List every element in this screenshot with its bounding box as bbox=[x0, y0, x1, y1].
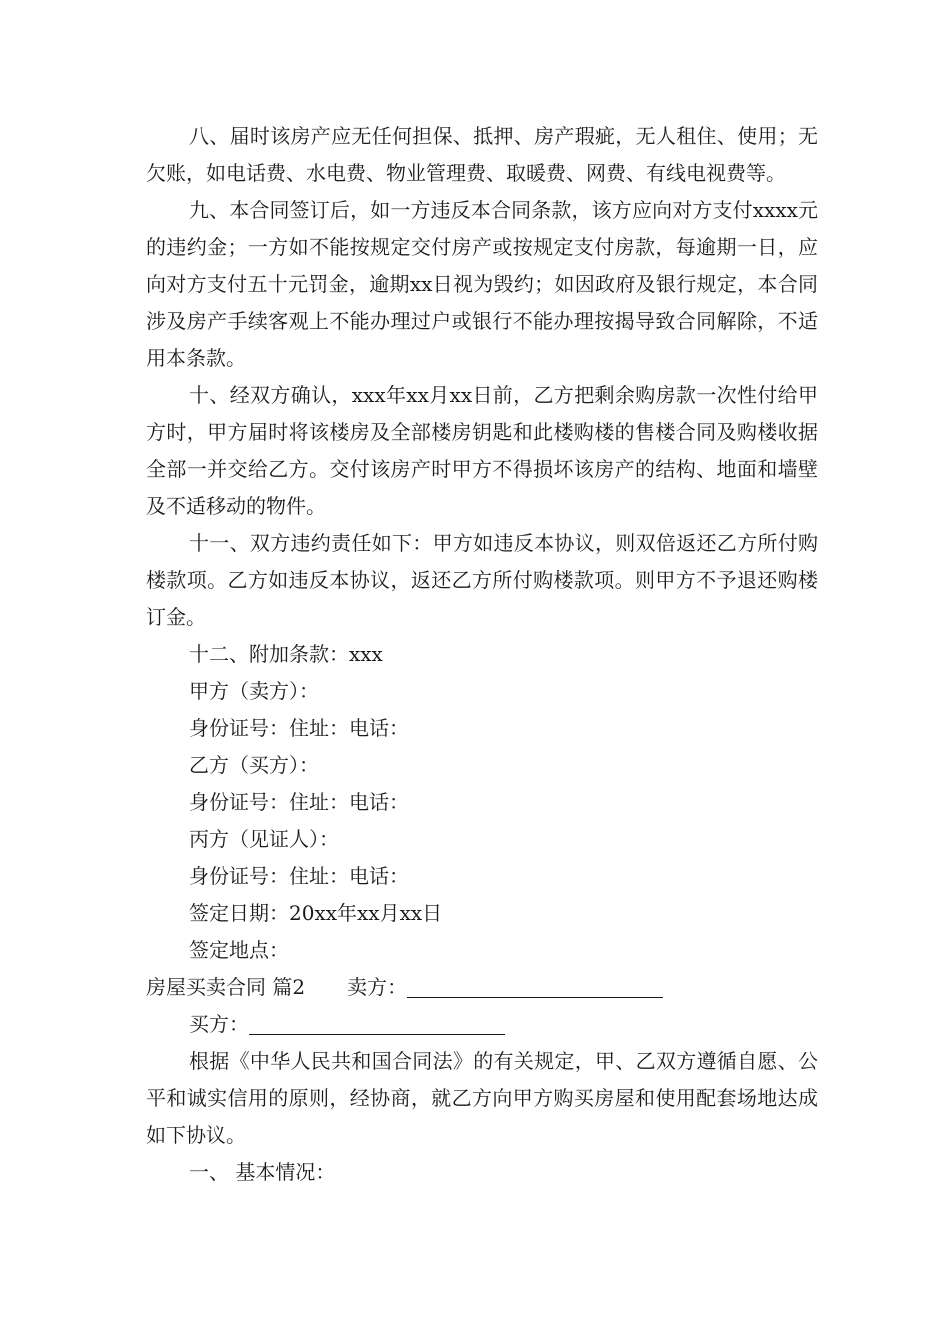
contract2-title: 房屋买卖合同 篇2 bbox=[146, 975, 306, 999]
seller-blank-line bbox=[407, 975, 663, 998]
buyer-blank-line bbox=[249, 1012, 505, 1035]
party-a-info: 身份证号：住址：电话： bbox=[189, 716, 409, 740]
clause-11: 十一、双方违约责任如下：甲方如违反本协议，则双倍返还乙方所付购楼款项。乙方如违反本协议，返还乙方所付购楼款项。则甲方不予退还购楼订金。 bbox=[146, 531, 818, 629]
sign-date: 签定日期：20xx年xx月xx日 bbox=[189, 901, 443, 925]
buyer-line bbox=[146, 1006, 818, 1043]
party-b-label: 乙方（买方）： bbox=[189, 753, 319, 777]
party-c-label: 丙方（见证人）： bbox=[189, 827, 339, 851]
clause-12: 十二、附加条款：xxx bbox=[189, 642, 383, 666]
clause-9: 九、本合同签订后，如一方违反本合同条款，该方应向对方支付xxxx元的违约金；一方如不能按规定交付房产或按规定支付房款，每逾期一日，应向对方支付五十元罚金，逾期xx日视为毁约；如因政府及银行规定，本合同涉及房产手续客观上不能办理过户或银行不能办理按揭导致合同解除，不适用本条款。 bbox=[146, 198, 818, 370]
clause-8: 八、届时该房产应无任何担保、抵押、房产瑕疵，无人租住、使用；无欠账，如电话费、水电费、物业管理费、取暖费、网费、有线电视费等。 bbox=[146, 124, 818, 185]
party-a-label: 甲方（卖方）： bbox=[189, 679, 319, 703]
buyer-label: 买方： bbox=[189, 1012, 249, 1036]
contract2-intro: 根据《中华人民共和国合同法》的有关规定，甲、乙双方遵循自愿、公平和诚实信用的原则，经协商，就乙方向甲方购买房屋和使用配套场地达成如下协议。 bbox=[146, 1049, 818, 1147]
sign-place: 签定地点： bbox=[189, 938, 289, 962]
party-b-info: 身份证号：住址：电话： bbox=[189, 790, 409, 814]
clause-10: 十、经双方确认，xxx年xx月xx日前，乙方把剩余购房款一次性付给甲方时，甲方届时将该楼房及全部楼房钥匙和此楼购楼的售楼合同及购楼收据全部一并交给乙方。交付该房产时甲方不得损坏该房产的结构、地面和墙壁及不适移动的物件。 bbox=[146, 383, 818, 518]
document-page bbox=[146, 118, 818, 1191]
party-c-info: 身份证号：住址：电话： bbox=[189, 864, 409, 888]
contract2-header-line bbox=[146, 969, 818, 1006]
seller-label: 卖方： bbox=[347, 975, 408, 999]
section-1-heading: 一、 基本情况： bbox=[189, 1160, 336, 1184]
